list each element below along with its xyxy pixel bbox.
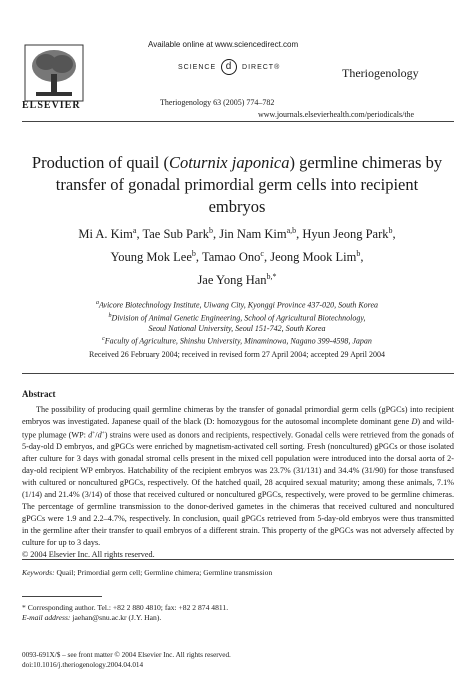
abstract-body: The possibility of producing quail germline chimeras by the transfer of gonadal primordial germ cells (gPGCs) into recipient embryos was investigated. Japanese quail of the black (D: homozygous for the autosomal incomplete dominant gene D) and wild-type plumage (WP: d+/d+) strains were used as donors and recipients, respectively. Gonadal cells were retrieved from the gonads of 5-day-old D embryos, and gPGCs were enriched by magnetism-activated cell sorting. Fresh (noncultured) gPGCs or those isolated after culture for 3 days with gonadal stromal cells present in the mixed cell population were introduced into the dorsal aorta of 2-day-old recipient WP embryos. Hatchability of the recipient embryos was 23.7% (31/131) and 34.4% (31/90) for those transfused with cultured or noncultured gPGCs, respectively. Of the hatched quail, 28 acquired sexual maturity; among these animals, 7.1% (1/14) and 21.4% (3/14) of those that received cultured or noncultured gPGCs, respectively, were proved to be germline chimeras. The percentage of germline transmission to the donor-derived gametes in the chimeras that received cultured and noncultured gPGCs were 1.9 and 2.2–4.7%, respectively. In conclusion, quail gPGCs retrieved from 5-day-old embryos were thus transmitted in the germline after their transfer to quail embryos of a different strain. This property of the gPGCs was not adversely affected by culture for up to 3 days. © 2004 Elsevier Inc. All rights reserved.	[22, 405, 454, 559]
publisher-wordmark: ELSEVIER	[22, 100, 81, 111]
sd-right: DIRECT®	[242, 63, 281, 71]
email-label: E-mail address:	[22, 613, 71, 622]
sciencedirect-logo	[178, 59, 280, 75]
available-online-text[interactable]: Available online at www.sciencedirect.com	[148, 40, 299, 49]
issn-line: 0093-691X/$ – see front matter © 2004 Elsevier Inc. All rights reserved.	[22, 651, 231, 659]
corresponding-author: * Corresponding author. Tel.: +82 2 880 4810; fax: +82 2 874 4811.	[22, 603, 229, 612]
email-link[interactable]: jaehan@snu.ac.kr (J.Y. Han).	[72, 613, 162, 622]
elsevier-tree-logo	[24, 44, 84, 102]
citation: Theriogenology 63 (2005) 774–782	[160, 98, 275, 107]
author[interactable]: Jae Yong Han$^{b,*}$	[197, 272, 277, 288]
keywords-label: Keywords:	[22, 568, 55, 577]
affiliations	[40, 298, 434, 347]
paper-title	[30, 152, 444, 218]
keywords	[22, 568, 454, 577]
journal-url[interactable]: www.journals.elsevierhealth.com/periodicals/the	[258, 110, 415, 119]
affiliation: Seoul National University, Seoul 151-742, South Korea	[148, 324, 326, 334]
keywords-text: Quail; Primordial germ cell; Germline chimera; Germline transmission	[56, 568, 273, 577]
sd-at-icon: d	[221, 59, 237, 75]
author[interactable]: Mi A. Kim$^a$	[78, 226, 137, 242]
author[interactable]: Jeong Mook Lim$^b$	[270, 249, 361, 265]
title-part-2: ) germline chimeras by transfer of gonadal primordial germ cells into recipient embryos	[55, 153, 443, 216]
keywords-rule	[22, 559, 454, 560]
affiliation: $^c$Faculty of Agriculture, Shinshu University, Minaminowa, Nagano 399-4598, Japan	[102, 336, 372, 346]
author[interactable]: Jin Nam Kim$^{a,b}$	[219, 226, 297, 242]
journal-name: Theriogenology	[342, 66, 419, 80]
email-line	[22, 613, 161, 622]
title-part-1: Production of quail (	[31, 153, 169, 172]
author[interactable]: Young Mok Lee$^b$	[110, 249, 196, 265]
doi-line[interactable]: doi:10.1016/j.theriogenology.2004.04.014	[22, 661, 144, 669]
author[interactable]: Hyun Jeong Park$^b$	[302, 226, 393, 242]
affiliation: $^b$Division of Animal Genetic Engineering, School of Agricultural Biotechnology,	[108, 312, 366, 323]
abstract-heading: Abstract	[22, 389, 56, 399]
title-species: Coturnix japonica	[168, 153, 290, 172]
author[interactable]: Tae Sub Park$^b$	[142, 226, 213, 242]
sd-left: SCIENCE	[178, 63, 217, 71]
abstract-top-rule	[22, 373, 454, 374]
header-rule	[22, 121, 454, 122]
received-dates: Received 26 February 2004; received in revised form 27 April 2004; accepted 29 April 2004	[89, 350, 385, 359]
author[interactable]: Tamao Ono$^c$	[201, 249, 264, 265]
author-list: Mi A. Kim$^a$, Tae Sub Park$^b$, Jin Nam Kim$^{a,b}$, Hyun Jeong Park$^b$, Young Mok Lee$^b$, Tamao Ono$^c$, Jeong Mook Lim$^b$, Jae Yong Han$^{b,*}$	[78, 226, 396, 288]
footnote-rule	[22, 596, 102, 597]
affiliation: $^a$Avicore Biotechnology Institute, Uiwang City, Kyonggi Province 437-020, South Korea	[95, 300, 379, 310]
abstract-copyright: © 2004 Elsevier Inc. All rights reserved.	[22, 549, 155, 559]
